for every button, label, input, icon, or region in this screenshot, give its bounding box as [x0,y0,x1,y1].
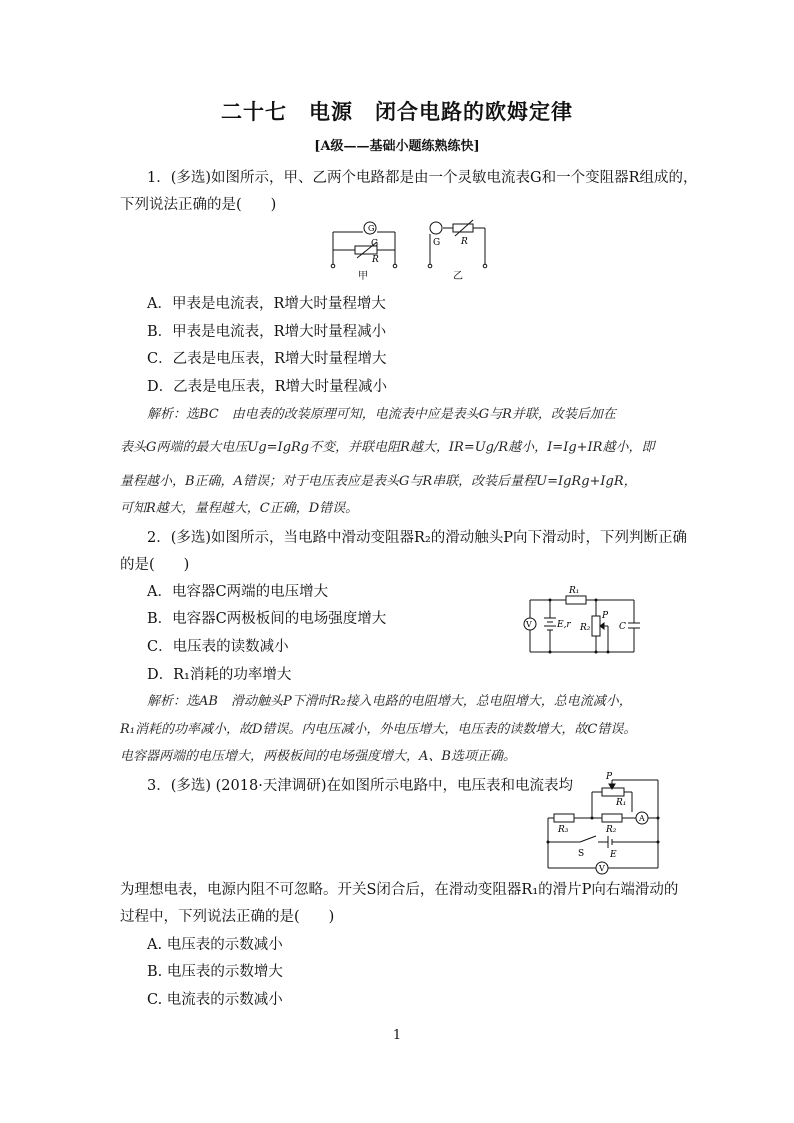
fig-label: R [461,237,468,247]
q2-stem-line2: 的是( ) [120,557,190,573]
q3-stem-line2: 为理想电表，电源内阻不可忽略。开关S闭合后，在滑动变阻器R₁的滑片P向右端滑动的 [120,882,679,898]
section-subtitle: [A级——基础小题练熟练快] [314,139,480,154]
fig-label: R₁ [616,798,627,808]
galvanometer-icon [430,222,442,234]
q3-option-a: A. 电压表的示数减小 [147,937,283,953]
q2-stem-line1: 2．(多选)如图所示，当电路中滑动变阻器R₂的滑动触头P向下滑动时，下列判断正确 [147,530,688,546]
rheostat-icon [602,788,624,796]
fig-label: 乙 [453,271,463,282]
q2-option-c: C．电压表的读数减小 [147,639,289,655]
q3-option-c: C. 电流表的示数减小 [147,992,283,1008]
q3-stem-line3: 过程中，下列说法正确的是( ) [120,909,335,925]
fig-label: R [372,255,379,265]
fig-label: S [578,849,585,859]
q2-figure [520,582,650,660]
q3-stem-line1: 3．(多选) (2018·天津调研)在如图所示电路中，电压表和电流表均 [147,778,573,794]
q1-option-d: D．乙表是电压表，R增大时量程减小 [147,379,388,395]
q2-option-d: D．R₁消耗的功率增大 [147,667,292,683]
q2-analysis-line: 电容器两端的电压增大，两极板间的电场强度增大，A、B选项正确。 [120,749,516,764]
q2-analysis-line: 解析：选AB 滑动触头P下滑时R₂接入电路的电阻增大，总电阻增大，总电流减小， [147,694,632,709]
q1-analysis-line: 可知R越大，量程越大，C正确，D错误。 [120,501,359,516]
fig-label: 甲 [358,271,368,282]
q1-analysis-line: 解析：选BC 由电表的改装原理可知，电流表中应是表头G与R并联，改装后加在 [147,407,616,422]
fig-label: E [610,850,617,860]
resistor-icon [602,814,622,822]
fig-label: G [368,224,375,233]
rheostat-icon [453,224,473,232]
fig-label: P [606,772,613,782]
q1-analysis-line: 表头G两端的最大电压Ug=IgRg不变，并联电阻R越大，IR=Ug/R越小，I=Ig+IR越小，即 [120,440,655,455]
fig-label: P [602,611,609,621]
fig-label: V [526,620,532,629]
fig-label: V [599,864,605,873]
q1-stem-line2: 下列说法正确的是( ) [120,197,277,213]
q1-figure [325,214,495,284]
q2-option-b: B．电容器C两极板间的电场强度增大 [147,611,387,627]
fig-label: A [639,814,645,823]
fig-label: E,r [557,620,571,630]
q1-option-a: A．甲表是电流表，R增大时量程增大 [147,296,386,312]
fig-label: R₁ [569,586,580,596]
q3-figure [540,772,670,877]
switch-icon [580,836,596,842]
q1-option-c: C．乙表是电压表，R增大时量程增大 [147,351,387,367]
q2-analysis-line: R₁消耗的功率减小，故D错误。内电压减小，外电压增大，电压表的读数增大，故C错误。 [120,722,637,737]
page-number: 1 [392,1028,402,1043]
q1-stem-line1: 1．(多选)如图所示，甲、乙两个电路都是由一个灵敏电流表G和一个变阻器R组成的， [147,170,698,186]
fig-label: R₂ [606,825,617,835]
fig-label: R₂ [580,623,591,633]
page-title: 二十七 电源 闭合电路的欧姆定律 [221,99,573,124]
fig-label: R₃ [558,825,569,835]
q2-option-a: A．电容器C两端的电压增大 [147,584,329,600]
fig-label: G [371,239,379,249]
q1-analysis-line: 量程越小，B正确，A错误；对于电压表应是表头G与R串联，改装后量程U=IgRg+IgR， [120,474,637,489]
resistor-icon [566,596,586,604]
fig-label: G [433,238,441,248]
resistor-icon [554,814,574,822]
rheostat-icon [592,616,600,636]
fig-label: C [619,622,626,632]
q3-option-b: B. 电压表的示数增大 [147,964,283,980]
q1-option-b: B．甲表是电流表，R增大时量程减小 [147,324,387,340]
